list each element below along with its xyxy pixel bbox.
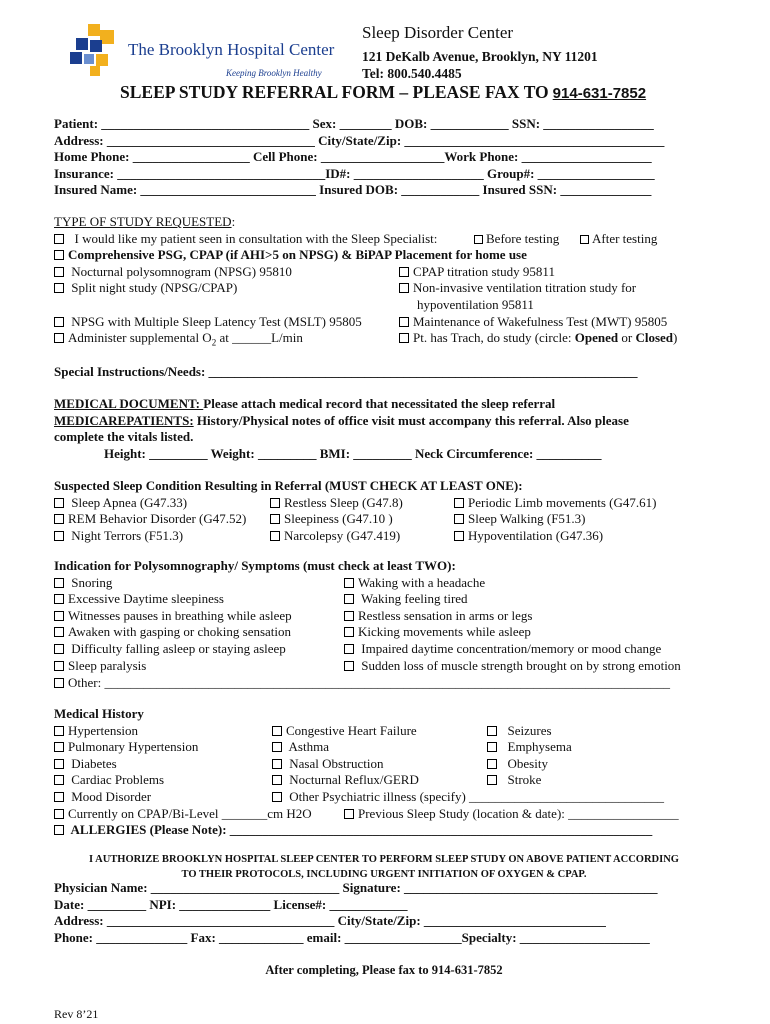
medicare-heading: MEDICAREPATIENTS: [54,412,194,428]
authorization [54,852,714,882]
before-testing-checkbox[interactable] [474,235,483,244]
symptom-label: Excessive Daytime sleepiness [68,591,224,607]
patient-line-1[interactable]: Patient: ________________________________ Sex: ________ DOB: ____________ SSN: _________________ [54,116,654,131]
history-label: Nasal Obstruction [289,755,384,771]
symptom-label: Snoring [71,574,113,590]
revision: Rev 8’21 [54,1007,99,1021]
medical-document-text: Please attach medical record that necessitated the sleep referral [203,396,556,411]
niv-titration-checkbox[interactable] [399,283,409,293]
symptom-label: Sudden loss of muscle strength brought on by strong emotion [361,657,681,673]
history-checkbox[interactable] [54,742,64,752]
condition-checkbox[interactable] [454,498,464,508]
symptom-checkbox[interactable] [344,578,354,588]
center-address: 121 DeKalb Avenue, Brooklyn, NY 11201 [362,49,598,64]
patient-line-2[interactable]: Address: ________________________________ City/State/Zip: ________________________________________ [54,132,665,148]
symptom-label: Impaired daytime concentration/memory or mood change [361,640,662,656]
patient-info [54,116,714,199]
authorization-line-1: I AUTHORIZE BROOKLYN HOSPITAL SLEEP CENTER TO PERFORM SLEEP STUDY ON ABOVE PATIENT ACCORDING [89,854,679,865]
symptom-label: Awaken with gasping or choking sensation [68,624,292,640]
condition-label: Sleepiness (G47.10 ) [284,511,393,527]
medical-document-section [54,396,714,462]
comprehensive-label: Comprehensive PSG, CPAP (if AHI>5 on NPSG) & BiPAP Placement for home use [68,247,527,263]
history-section [54,706,714,839]
niv-titration-label-2: hypoventilation 95811 [417,296,534,312]
allergies-label[interactable]: ALLERGIES (Please Note): _________________________________________________________________ [70,822,653,838]
form-title-text: SLEEP STUDY REFERRAL FORM – PLEASE FAX TO [120,82,549,102]
condition-checkbox[interactable] [454,531,464,541]
trach-checkbox[interactable] [399,333,409,343]
supplemental-o2-rate[interactable]: at ______L/min [216,330,303,346]
before-testing-label: Before testing [486,230,560,246]
condition-checkbox[interactable] [270,531,280,541]
patient-line-5[interactable]: Insured Name: ___________________________ Insured DOB: ____________ Insured SSN: ______________ [54,182,652,198]
mwt-label: Maintenance of Wakefulness Test (MWT) 95805 [413,313,668,329]
npsg-checkbox[interactable] [54,267,64,277]
symptom-checkbox[interactable] [54,661,64,671]
cpap-checkbox[interactable] [54,809,64,819]
npsg-label: Nocturnal polysomnogram (NPSG) 95810 [71,263,292,279]
history-checkbox[interactable] [272,726,282,736]
history-checkbox[interactable] [487,742,497,752]
condition-checkbox[interactable] [54,514,64,524]
study-section: TYPE OF STUDY REQUESTED: I would like my patient seen in consultation with the Sleep Specialist: Before testing After testing Comprehensive PSG, CPAP (if AHI>5 on NPSG) & BiPAP Placement for home use Nocturnal polysomnogram (NPSG) 95810 CPAP titration study 95811 Split night study (NPSG/CPAP) Non-invasive ventilation titration study for hypoventilation 95811 NPSG with Multiple Sleep Latency Test (MSLT) 95805 Maintenance of Wakefulness Test (MWT) 95805 Administer supplemental $O_2$ at ______L/min Pt. has Trach, do study (circle: Opened or Closed) [54,214,678,348]
consult-checkbox[interactable] [54,234,64,244]
symptom-other[interactable]: Other: _______________________________________________________________________________________ [68,674,670,690]
cpap-titration-label: CPAP titration study 95811 [413,263,555,279]
patient-line-3[interactable]: Home Phone: __________________ Cell Phone: ___________________Work Phone: ____________________ [54,149,652,165]
authorization-line-2: TO THEIR PROTOCOLS, INCLUDING URGENT INITIATION OF OXYGEN & CPAP. [181,869,587,880]
history-label: Emphysema [507,739,572,755]
history-label: Cardiac Problems [71,772,165,788]
vitals-line[interactable]: Height: _________ Weight: _________ BMI: _________ Neck Circumference: __________ [104,445,602,461]
consult-label: I would like my patient seen in consultation with the Sleep Specialist: [74,230,438,246]
symptom-label: Waking with a headache [358,574,486,590]
history-label: Diabetes [71,755,117,771]
symptom-checkbox[interactable] [344,594,354,604]
symptoms-section [54,558,714,691]
special-instructions[interactable]: Special Instructions/Needs: __________________________________________________________________ [54,364,638,379]
symptom-checkbox[interactable] [344,644,354,654]
conditions-section [54,478,714,545]
mslt-label: NPSG with Multiple Sleep Latency Test (MSLT) 95805 [71,313,362,329]
condition-label: Narcolepsy (G47.419) [284,527,401,543]
form-title [120,84,646,103]
symptom-checkbox[interactable] [344,661,354,671]
previous-study-label[interactable]: Previous Sleep Study (location & date): _________________ [358,805,679,821]
condition-checkbox[interactable] [54,531,64,541]
history-label: Nocturnal Reflux/GERD [289,772,419,788]
mwt-checkbox[interactable] [399,317,409,327]
condition-checkbox[interactable] [54,498,64,508]
symptoms-heading: Indication for Polysomnography/ Symptoms (must check at least TWO): [54,558,456,573]
history-label[interactable]: Other Psychiatric illness (specify) ______________________________ [289,788,665,804]
study-heading: TYPE OF STUDY REQUESTED [54,214,232,229]
symptom-other-checkbox[interactable] [54,678,64,688]
history-label: Stroke [507,772,542,788]
medical-document-heading: MEDICAL DOCUMENT: [54,396,204,411]
condition-label: Restless Sleep (G47.8) [284,494,403,510]
o2-subscript: 2 [211,337,217,348]
physician-line-3[interactable]: Address: ___________________________________ City/State/Zip: ____________________________ [54,913,606,929]
symptom-label: Sleep paralysis [68,657,147,673]
condition-label: Periodic Limb movements (G47.61) [468,494,657,510]
history-checkbox[interactable] [54,775,64,785]
condition-label: Sleep Apnea (G47.33) [71,494,188,510]
org-tagline: Keeping Brooklyn Healthy [226,68,322,78]
history-checkbox[interactable] [487,726,497,736]
symptom-label: Waking feeling tired [361,591,468,607]
trach-closed[interactable]: Closed [635,330,674,346]
symptom-checkbox[interactable] [54,627,64,637]
symptom-checkbox[interactable] [344,611,354,621]
trach-label: Pt. has Trach, do study (circle: [413,330,575,346]
form-title-fax: 914-631-7852 [552,85,647,102]
physician-line-1[interactable]: Physician Name: _____________________________ Signature: _______________________________________ [54,880,658,895]
after-testing-label: After testing [592,230,658,246]
history-checkbox[interactable] [272,759,282,769]
history-checkbox[interactable] [54,759,64,769]
symptom-label: Restless sensation in arms or legs [358,607,533,623]
cpap-label[interactable]: Currently on CPAP/Bi-Level _______cm H2O [68,805,312,821]
symptom-label: Kicking movements while asleep [358,624,531,640]
trach-opened[interactable]: Opened [574,330,619,346]
supplemental-o2-label: Administer supplemental O [68,330,212,346]
history-checkbox[interactable] [487,759,497,769]
history-checkbox[interactable] [272,742,282,752]
previous-study-checkbox[interactable] [344,809,354,819]
symptom-checkbox[interactable] [54,578,64,588]
history-checkbox[interactable] [54,792,64,802]
hospital-logo [70,24,122,78]
supplemental-o2-checkbox[interactable] [54,333,64,343]
center-name: Sleep Disorder Center [362,23,514,42]
physician-section [54,880,714,946]
history-label: Asthma [288,739,329,755]
condition-label: REM Behavior Disorder (G47.52) [68,511,247,527]
niv-titration-label: Non-invasive ventilation titration study for [413,280,637,296]
center-tel: Tel: 800.540.4485 [362,66,462,81]
medicare-text: History/Physical notes of office visit must accompany this referral. Also please [193,412,629,428]
history-checkbox[interactable] [272,792,282,802]
condition-checkbox[interactable] [270,498,280,508]
org-name: The Brooklyn Hospital Center [128,40,335,59]
symptom-checkbox[interactable] [344,627,354,637]
after-testing-checkbox[interactable] [580,235,589,244]
history-checkbox[interactable] [54,726,64,736]
condition-checkbox[interactable] [270,514,280,524]
history-label: Hypertension [68,722,139,738]
history-label: Mood Disorder [71,788,152,804]
condition-label: Sleep Walking (F51.3) [468,511,586,527]
physician-line-4[interactable]: Phone: ______________ Fax: _____________ email: __________________Specialty: ____________________ [54,929,650,945]
mslt-checkbox[interactable] [54,317,64,327]
symptom-checkbox[interactable] [54,611,64,621]
history-label: Seizures [507,722,552,738]
history-label: Obesity [507,755,548,771]
after-completing: After completing, Please fax to 914-631-7852 [265,963,503,977]
trach-end: ) [673,330,678,346]
conditions-heading: Suspected Sleep Condition Resulting in Referral (MUST CHECK AT LEAST ONE): [54,478,523,493]
history-checkbox[interactable] [487,775,497,785]
history-checkbox[interactable] [272,775,282,785]
split-night-label: Split night study (NPSG/CPAP) [71,280,238,296]
physician-line-2[interactable]: Date: _________ NPI: ______________ License#: ____________ [54,896,408,912]
symptom-checkbox[interactable] [54,594,64,604]
comprehensive-checkbox[interactable] [54,250,64,260]
split-night-checkbox[interactable] [54,283,64,293]
symptom-label: Witnesses pauses in breathing while asleep [68,607,292,623]
cpap-titration-checkbox[interactable] [399,267,409,277]
medical-document-line-3: complete the vitals listed. [54,429,194,445]
symptom-checkbox[interactable] [54,644,64,654]
condition-label: Night Terrors (F51.3) [71,527,184,543]
patient-line-4[interactable]: Insurance: ________________________________ID#: ____________________ Group#: __________________ [54,165,655,181]
symptom-label: Difficulty falling asleep or staying asleep [71,640,286,656]
history-label: Congestive Heart Failure [286,722,417,738]
allergies-checkbox[interactable] [54,825,64,835]
history-heading: Medical History [54,706,144,721]
condition-checkbox[interactable] [454,514,464,524]
history-label: Pulmonary Hypertension [68,739,199,755]
condition-label: Hypoventilation (G47.36) [468,527,604,543]
trach-or: or [618,330,636,346]
